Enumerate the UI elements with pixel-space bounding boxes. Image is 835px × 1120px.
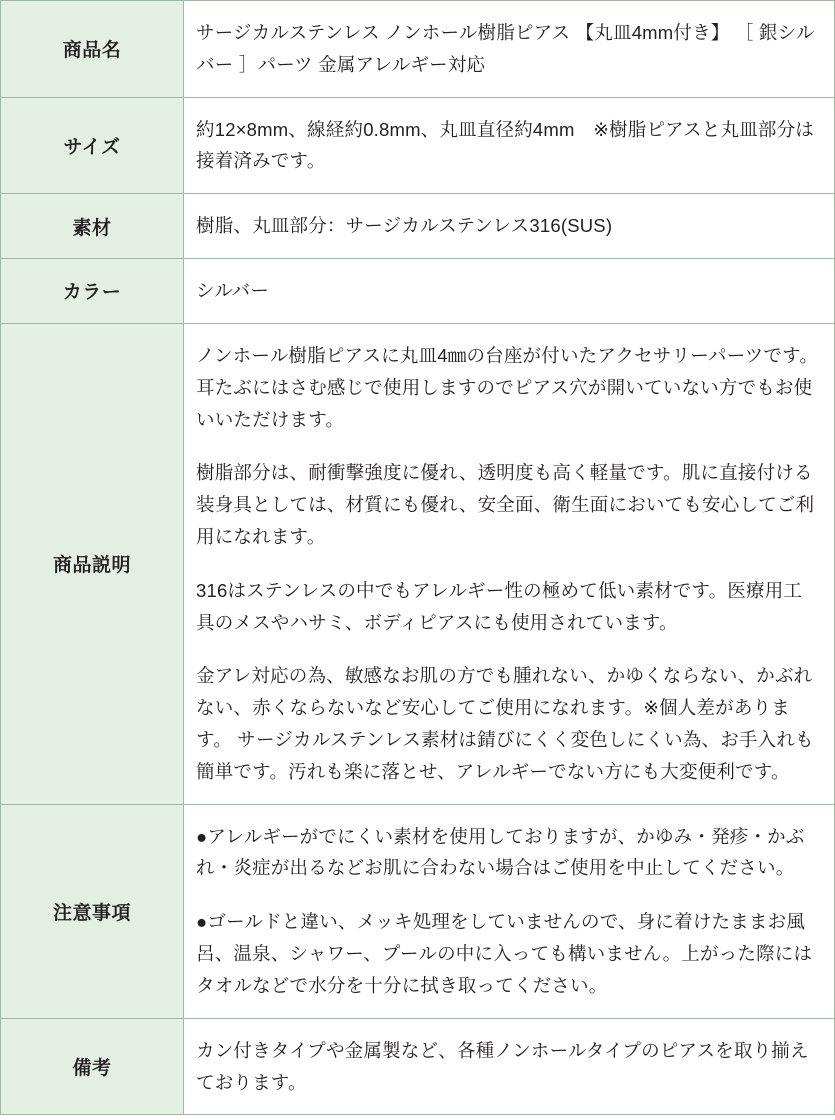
row-label-product-name: 商品名 bbox=[1, 1, 184, 98]
row-label-notes: 注意事項 bbox=[1, 804, 184, 1018]
paragraph: 金アレ対応の為、敏感なお肌の方でも腫れない、かゆくならない、かぶれない、赤くならないなど安心してご使用になれます。※個人差があります。 サージカルステンレス素材は錆びにくく変色しにくい為、お手入れも簡単です。汚れも楽に落とせ、アレルギーでない方にも大変便利です。 bbox=[196, 665, 814, 782]
paragraph: 316はステンレスの中でもアレルギー性の極めて低い素材です。医療用工具のメスやハサミ、ボディピアスにも使用されています。 bbox=[196, 579, 803, 633]
row-value-color bbox=[184, 259, 835, 324]
row-value-notes bbox=[184, 804, 835, 1018]
row-label-material: 素材 bbox=[1, 194, 184, 259]
table-row bbox=[1, 97, 835, 194]
table-row bbox=[1, 323, 835, 804]
paragraph: サージカルステンレス ノンホール樹脂ピアス 【丸皿4mm付き】 ［ 銀シルバー ］パーツ 金属アレルギー対応 bbox=[196, 22, 815, 75]
row-label-size: サイズ bbox=[1, 97, 184, 194]
table-row bbox=[1, 194, 835, 259]
paragraph: ●ゴールドと違い、メッキ処理をしていませんので、身に着けたままお風呂、温泉、シャワー、プールの中に入っても構いません。上がった際にはタオルなどで水分を十分に拭き取ってください。 bbox=[196, 911, 813, 996]
paragraph: 約12×8mm、線経約0.8mm、丸皿直径約4mm ※樹脂ピアスと丸皿部分は接着済みです。 bbox=[196, 118, 815, 172]
row-value-material bbox=[184, 194, 835, 259]
paragraph: ノンホール樹脂ピアスに丸皿4㎜の台座が付いたアクセサリーパーツです。耳たぶにはさむ感じで使用しますのでピアス穴が開いていない方でもお使いいただけます。 bbox=[196, 344, 819, 430]
paragraph: カン付きタイプや金属製など、各種ノンホールタイプのピアスを取り揃えております。 bbox=[196, 1039, 809, 1093]
row-value-remarks bbox=[184, 1018, 835, 1115]
row-label-color: カラー bbox=[1, 259, 184, 324]
row-label-remarks: 備考 bbox=[1, 1018, 184, 1115]
paragraph: シルバー bbox=[196, 280, 270, 302]
row-label-description: 商品説明 bbox=[1, 323, 184, 804]
row-value-description bbox=[184, 323, 835, 804]
paragraph: ●アレルギーがでにくい素材を使用しておりますが、かゆみ・発疹・かぶれ・炎症が出るなどお肌に合わない場合はご使用を中止してください。 bbox=[196, 825, 805, 879]
table-row bbox=[1, 259, 835, 324]
row-value-size bbox=[184, 97, 835, 194]
row-value-product-name bbox=[184, 1, 835, 98]
table-row bbox=[1, 1, 835, 98]
table-row bbox=[1, 804, 835, 1018]
table-row bbox=[1, 1018, 835, 1115]
paragraph: 樹脂、丸皿部分：サージカルステンレス316(SUS) bbox=[196, 215, 613, 237]
paragraph: 樹脂部分は、耐衝撃強度に優れ、透明度も高く軽量です。肌に直接付ける装身具としては、材質にも優れ、安全面、衛生面においても安心してご利用になれます。 bbox=[196, 462, 815, 547]
